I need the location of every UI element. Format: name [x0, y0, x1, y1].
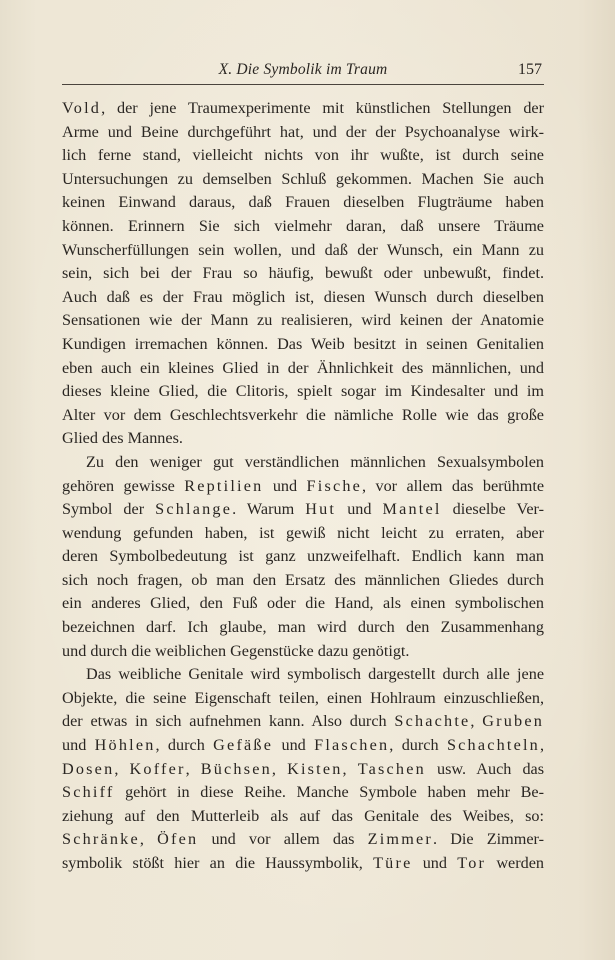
text-line [62, 168, 544, 192]
text-run: und [336, 500, 383, 519]
text-line [62, 592, 544, 616]
text-run: Wunscherfüllungen sein wollen, und daß der Wunsch, ein Mann zu [62, 240, 544, 259]
text-run: Symbol der [62, 500, 156, 519]
text-run: , [539, 736, 544, 755]
emphasized-term: Schränke [62, 830, 140, 849]
text-line [62, 380, 544, 404]
text-run: ziehung auf den Mutterleib als auf das Genitale des Weibes, so: [62, 806, 544, 825]
text-line [62, 545, 544, 569]
text-run: und [263, 476, 307, 495]
text-run: dieselbe Ver- [441, 500, 544, 519]
text-run: Alter vor dem Geschlechtsverkehr die nämliche Rolle wie das große [62, 405, 544, 424]
text-line [62, 569, 544, 593]
emphasized-term: Dosen [62, 759, 115, 778]
text-run: sich noch fragen, ob man den Ersatz des männlichen Gliedes durch [62, 570, 544, 589]
emphasized-term: Fische [306, 476, 363, 495]
emphasized-term: Schachte [394, 712, 471, 731]
paragraph [62, 451, 544, 663]
text-line [62, 687, 544, 711]
text-run: , [114, 759, 130, 778]
text-line [62, 498, 544, 522]
text-run: wendung gefunden haben, ist gewiß nicht leicht zu erraten, aber [62, 523, 544, 542]
emphasized-term: Mantel [382, 500, 442, 519]
text-line [62, 663, 544, 687]
text-run: und vor allem das [198, 830, 368, 849]
text-line [62, 616, 544, 640]
emphasized-term: Tor [457, 854, 487, 872]
paragraph [62, 663, 544, 875]
text-run: eben auch ein kleines Glied in der Ähnlichkeit des männlichen, und [62, 358, 544, 377]
chapter-title: X. Die Symbolik im Traum [218, 61, 388, 78]
text-run: Untersuchungen zu demselben Schluß gekommen. Machen Sie auch [62, 169, 544, 188]
text-line [62, 640, 544, 664]
emphasized-term: Schlange [155, 500, 233, 519]
text-line [62, 121, 544, 145]
emphasized-term: Flaschen [314, 736, 390, 755]
text-line [62, 309, 544, 333]
emphasized-term: Zimmer [367, 830, 433, 849]
text-line [62, 427, 544, 451]
text-line [62, 852, 544, 876]
text-run: usw. Auch das [425, 759, 544, 778]
emphasized-term: Öfen [157, 830, 199, 849]
text-run: , vor allem das berühmte [362, 476, 544, 495]
text-line [62, 144, 544, 168]
text-line [62, 286, 544, 310]
emphasized-term: Kisten [287, 759, 343, 778]
text-line [62, 262, 544, 286]
text-run: der etwas in sich aufnehmen kann. Also durch [62, 712, 395, 731]
text-run: Das weibliche Genitale wird symbolisch dargestellt durch alle jene [86, 665, 544, 684]
text-run: lich ferne stand, vielleicht nichts von ihr wußte, ist durch seine [62, 146, 544, 165]
text-run: , durch [389, 736, 447, 755]
text-run: . Warum [232, 500, 306, 519]
text-run: dieses kleine Glied, die Clitoris, spielt sogar im Kindesalter und im [62, 382, 544, 401]
text-run: . Die Zimmer- [432, 830, 544, 849]
text-line [62, 805, 544, 829]
text-line [62, 239, 544, 263]
text-line [62, 758, 544, 782]
text-run: und [273, 736, 315, 755]
emphasized-term: Taschen [357, 759, 426, 778]
text-run: Objekte, die seine Eigenschaft teilen, einen Hohlraum einzuschließen, [62, 688, 544, 707]
text-run: Kundigen irremachen können. Das Weib besitzt in seinen Genitalien [62, 334, 544, 353]
text-run: Zu den weniger gut verständlichen männlichen Sexualsymbolen [86, 452, 544, 471]
text-run: symbolik stößt hier an die Haussymbolik, [62, 854, 374, 872]
emphasized-term: Gefäße [213, 736, 274, 755]
emphasized-term: Hut [305, 500, 337, 519]
text-run: und [412, 854, 458, 872]
emphasized-term: Büchsen [200, 759, 272, 778]
text-run: , [271, 759, 288, 778]
text-line [62, 781, 544, 805]
text-line [62, 451, 544, 475]
running-head [62, 60, 544, 85]
emphasized-term: Schiff [62, 783, 115, 802]
text-line [62, 404, 544, 428]
text-run: Glied des Mannes. [62, 429, 183, 448]
text-run: werden [486, 854, 544, 872]
text-run: deren Symbolbedeutung ist ganz unzweifelhaft. Endlich kann man [62, 547, 544, 566]
text-run: bezeichnen darf. Ich glaube, man wird durch den Zusammenhang [62, 618, 544, 637]
text-line [62, 333, 544, 357]
emphasized-term: Koffer [129, 759, 186, 778]
paragraph [62, 97, 544, 451]
emphasized-term: Gruben [482, 712, 544, 731]
text-line [62, 828, 544, 852]
text-line [62, 734, 544, 758]
page-number: 157 [518, 61, 542, 78]
emphasized-term: Türe [373, 854, 413, 872]
text-line [62, 357, 544, 381]
text-run: gehört in diese Reihe. Manche Symbole haben mehr Be- [114, 783, 544, 802]
text-run: keinen Einwand daraus, daß Frauen dieselben Flugträume haben [62, 193, 544, 212]
text-line [62, 710, 544, 734]
emphasized-term: Höhlen [94, 736, 156, 755]
text-run: , [470, 712, 483, 731]
body-text [62, 97, 544, 876]
text-line [62, 97, 544, 121]
text-run: Auch daß es der Frau möglich ist, diesen Wunsch durch dieselben [62, 287, 544, 306]
text-line [62, 475, 544, 499]
text-run: können. Erinnern Sie sich vielmehr daran, daß unsere Träume [62, 216, 544, 235]
text-run: , [342, 759, 358, 778]
text-run: , [185, 759, 201, 778]
text-run: Sensationen wie der Mann zu realisieren, wird keinen der Anatomie [62, 311, 544, 330]
text-run: und durch die weiblichen Gegenstücke dazu genötigt. [62, 641, 410, 660]
text-run: ein anderes Glied, den Fuß oder die Hand, als einen symbolischen [62, 594, 544, 613]
text-run: , der jene Traumexperimente mit künstlichen Stellungen der [101, 99, 544, 117]
text-line [62, 522, 544, 546]
text-run: , [139, 830, 158, 849]
emphasized-term: Schachteln [446, 736, 540, 755]
text-line [62, 215, 544, 239]
text-run: Arme und Beine durchgeführt hat, und der der Psychoanalyse wirk- [62, 122, 544, 141]
emphasized-term: Vold [62, 99, 102, 117]
text-line [62, 191, 544, 215]
text-run: gehören gewisse [62, 476, 185, 495]
text-run: und [62, 736, 95, 755]
text-run: sein, sich bei der Frau so häufig, bewußt oder unbewußt, findet. [62, 264, 544, 283]
text-run: , durch [155, 736, 214, 755]
emphasized-term: Reptilien [184, 476, 264, 495]
